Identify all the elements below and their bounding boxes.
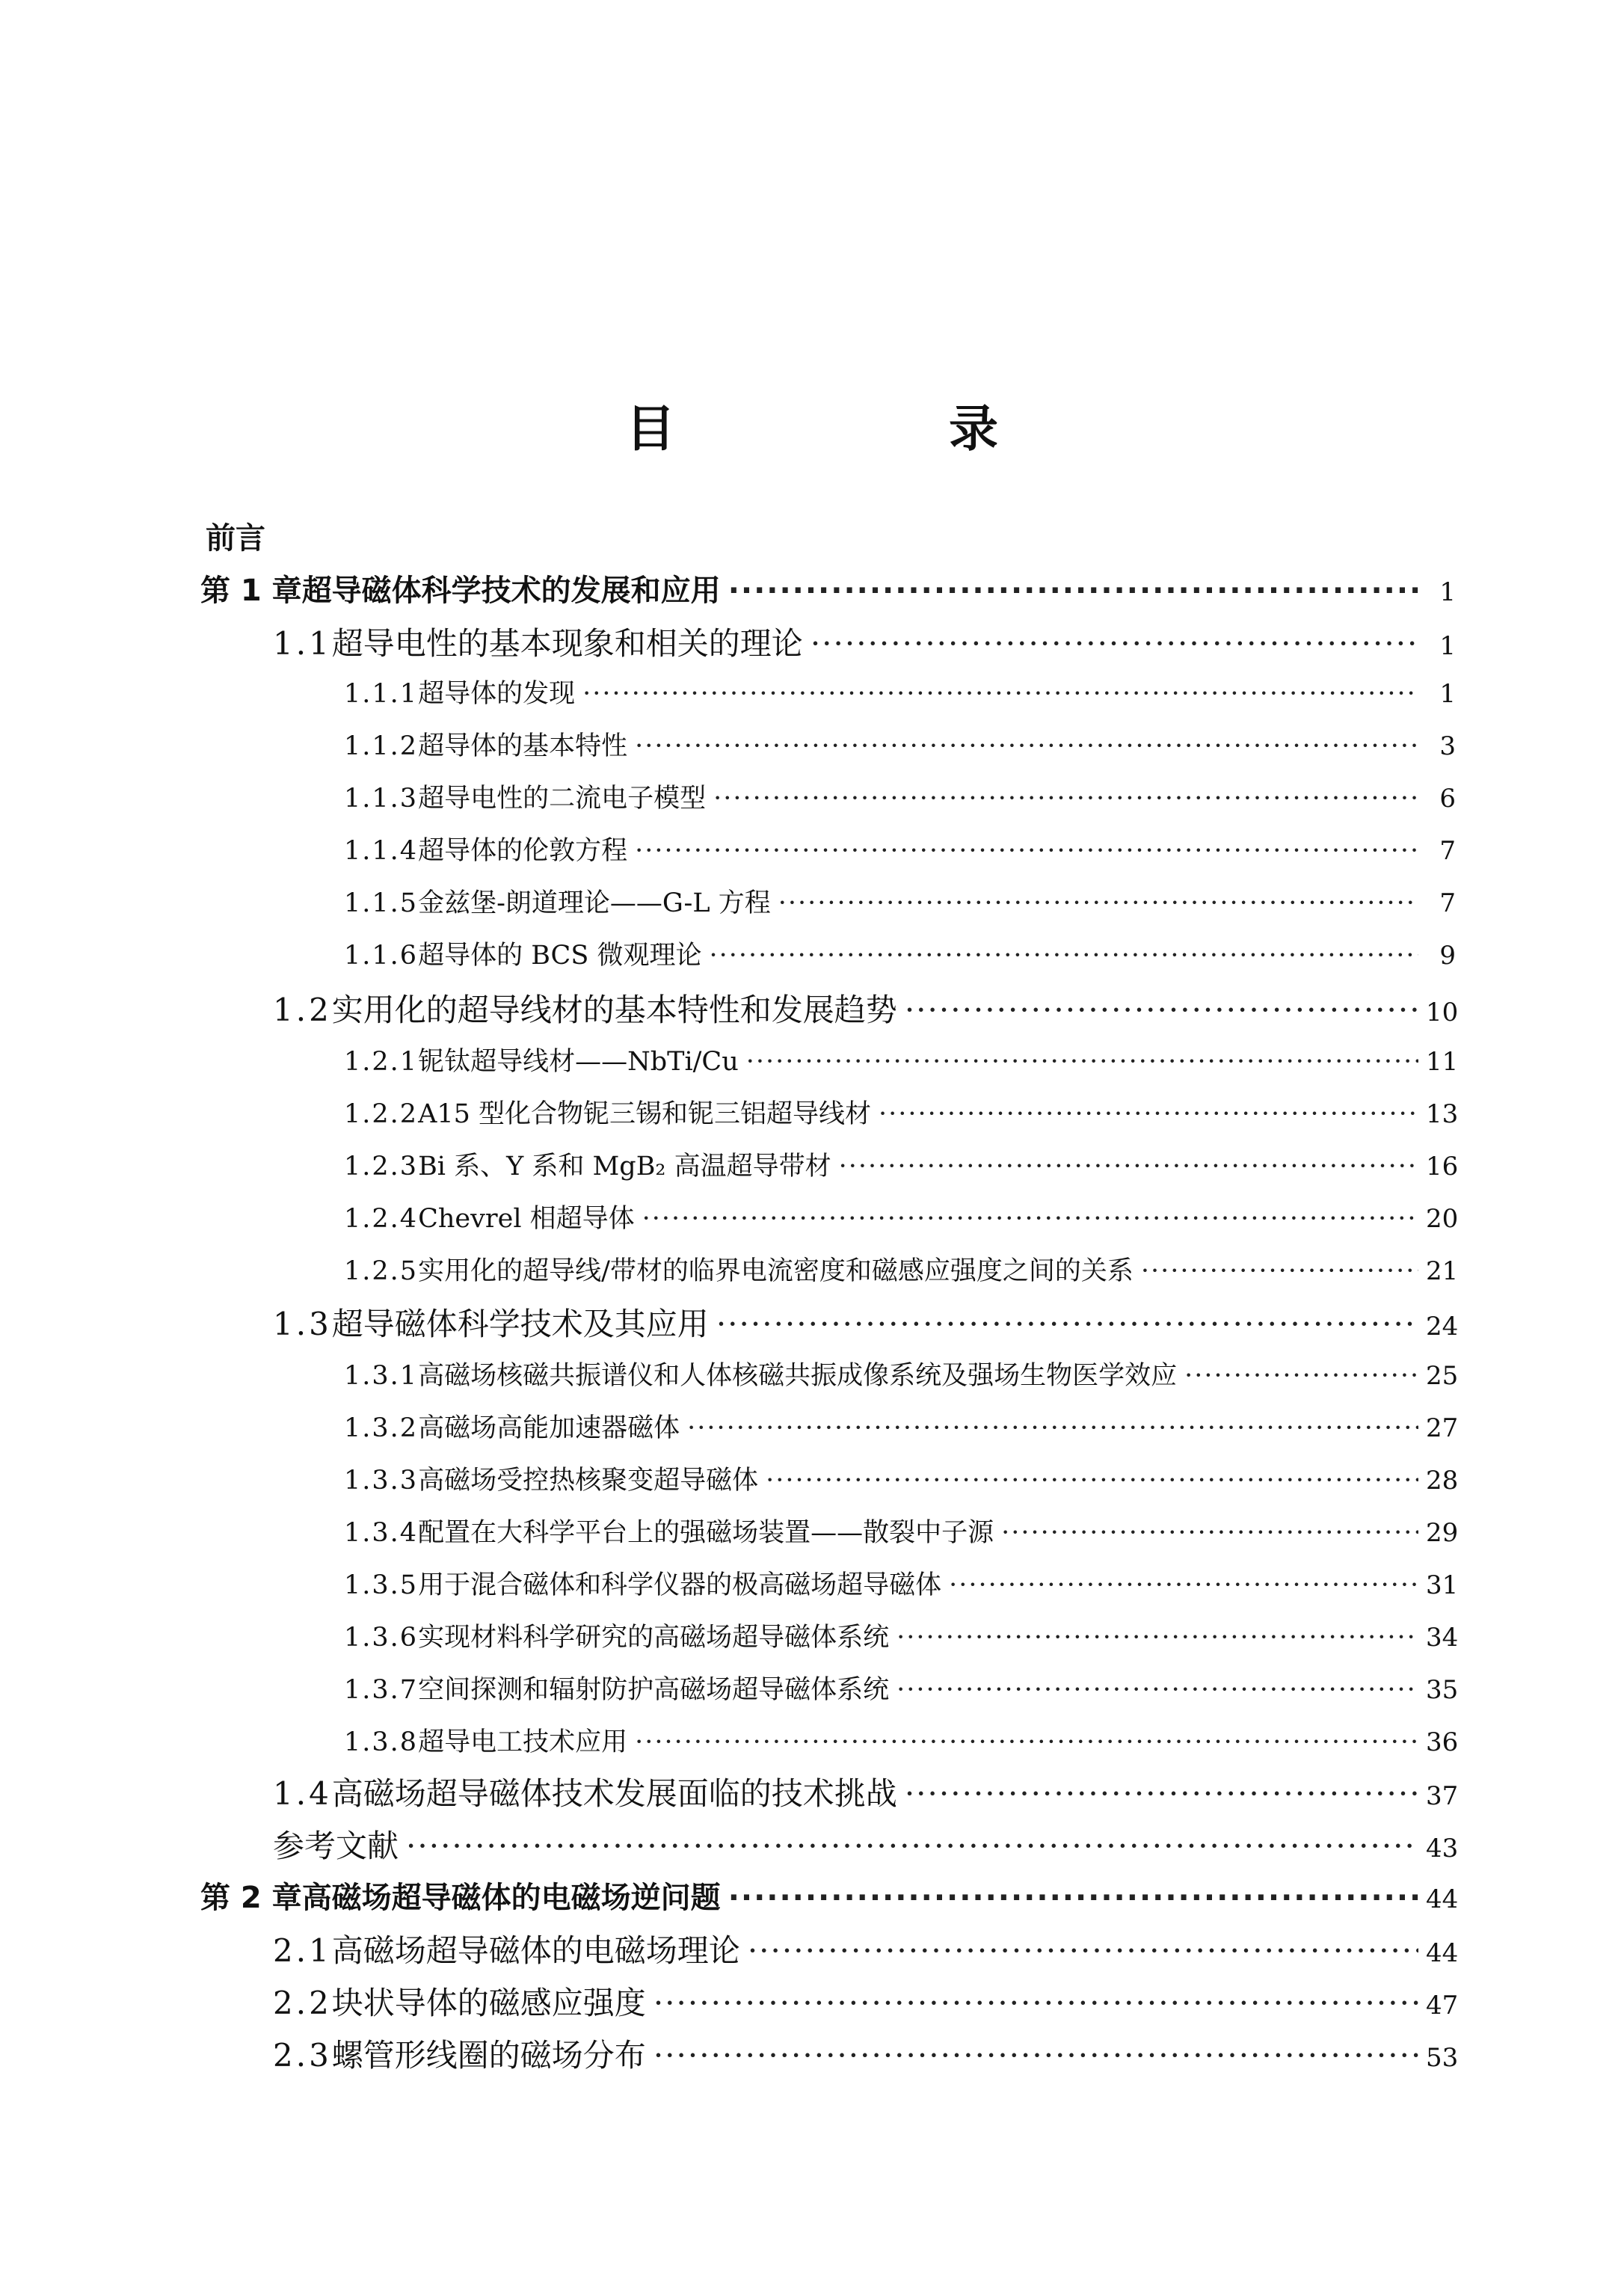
toc-entry-label: A15 型化合物铌三锡和铌三铝超导线材: [418, 1099, 872, 1129]
toc-entry-section[interactable]: [273, 1769, 1459, 1814]
toc-entry-number: 1.3.4: [344, 1518, 419, 1548]
dot-leader: [879, 1099, 1418, 1129]
toc-entry-number: 2.1: [273, 1932, 332, 1969]
toc-entry-subsection[interactable]: [344, 1669, 1459, 1706]
toc-entry-subsection[interactable]: [344, 1198, 1459, 1235]
toc-entry-page: 31: [1426, 1570, 1459, 1600]
toc-entry-label: 超导电性的基本现象和相关的理论: [331, 625, 803, 662]
toc-entry-number: 1.3: [273, 1306, 332, 1342]
toc-entry-number: 1.3.1: [344, 1361, 419, 1391]
toc-entry-label: 高磁场超导磁体的电磁场逆问题: [301, 1881, 721, 1915]
toc-entry-page: 3: [1439, 731, 1456, 761]
toc-entry-subsection[interactable]: [344, 1093, 1459, 1131]
dot-leader: [709, 941, 1418, 971]
toc-entry-page: 16: [1426, 1152, 1459, 1181]
toc-entry-label: 高磁场高能加速器磁体: [418, 1413, 680, 1443]
toc-entry-label: 高磁场核磁共振谱仪和人体核磁共振成像系统及强场生物医学效应: [418, 1361, 1178, 1391]
toc-entry-label: 超导磁体科学技术及其应用: [331, 1306, 709, 1342]
toc-entry-subsection[interactable]: [344, 1564, 1459, 1602]
toc-entry-label: 高磁场超导磁体技术发展面临的技术挑战: [331, 1775, 897, 1812]
dot-leader: [905, 1775, 1418, 1812]
dot-leader: [687, 1413, 1418, 1443]
toc-entry-chapter[interactable]: [200, 567, 1456, 609]
dot-leader: [1141, 1256, 1418, 1286]
toc-entry-references[interactable]: [273, 1822, 1459, 1866]
toc-entry-section[interactable]: [273, 619, 1456, 664]
dot-leader: [949, 1570, 1418, 1600]
toc-entry-subsection[interactable]: [344, 882, 1456, 920]
toc-entry-number: 1.1.6: [344, 941, 419, 971]
toc-entry-label: Chevrel 相超导体: [418, 1204, 635, 1234]
dot-leader: [716, 1306, 1418, 1342]
toc-entry-section[interactable]: [273, 1979, 1459, 2024]
toc-entry-page: 29: [1426, 1518, 1459, 1548]
dot-leader: [746, 1047, 1418, 1077]
toc-entry-number: 1.3.8: [344, 1727, 419, 1757]
dot-leader: [896, 1675, 1418, 1705]
toc-entry-number: 1.2.5: [344, 1256, 419, 1286]
toc-preface[interactable]: [206, 514, 1456, 557]
toc-entry-page: 7: [1439, 888, 1456, 918]
toc-entry-label: 实用化的超导线材的基本特性和发展趋势: [331, 992, 897, 1028]
toc-entry-page: 43: [1426, 1834, 1459, 1863]
toc-entry-page: 20: [1426, 1204, 1459, 1234]
toc-entry-number: 第 2 章: [200, 1881, 302, 1915]
toc-entry-subsection[interactable]: [344, 725, 1456, 763]
toc-entry-subsection[interactable]: [344, 1250, 1459, 1288]
toc-entry-section[interactable]: [273, 1300, 1459, 1345]
dot-leader: [896, 1623, 1418, 1653]
toc-entry-label: Bi 系、Y 系和 MgB₂ 高温超导带材: [418, 1152, 831, 1181]
toc-entry-label: 用于混合磁体和科学仪器的极高磁场超导磁体: [418, 1570, 942, 1600]
toc-entry-section[interactable]: [273, 2031, 1459, 2076]
toc-entry-page: 21: [1426, 1256, 1459, 1286]
toc-entry-subsection[interactable]: [344, 1407, 1459, 1445]
toc-entry-number: 1.2.3: [344, 1152, 419, 1181]
toc-entry-label: 超导体的 BCS 微观理论: [418, 941, 702, 971]
toc-entry-number: 1.4: [273, 1775, 332, 1812]
toc-entry-label: 金兹堡-朗道理论——G-L 方程: [418, 888, 771, 918]
dot-leader: [582, 679, 1418, 709]
toc-entry-subsection[interactable]: [344, 1460, 1459, 1497]
dot-leader: [653, 1985, 1418, 2021]
toc-entry-subsection[interactable]: [344, 1617, 1459, 1654]
toc-entry-page: 37: [1426, 1781, 1459, 1811]
dot-leader: [653, 2037, 1418, 2074]
toc-entry-page: 44: [1426, 1884, 1459, 1914]
toc-entry-label: 超导体的伦敦方程: [418, 836, 628, 866]
toc-entry-label: 螺管形线圈的磁场分布: [331, 2037, 646, 2074]
toc-entry-label: 实现材料科学研究的高磁场超导磁体系统: [418, 1623, 890, 1653]
toc-entry-number: 1.3.2: [344, 1413, 419, 1443]
toc-entry-subsection[interactable]: [344, 673, 1456, 710]
toc-entry-subsection[interactable]: [344, 778, 1456, 815]
dot-leader: [635, 731, 1418, 761]
toc-entry-page: 6: [1439, 784, 1456, 814]
dot-leader: [766, 1466, 1418, 1496]
toc-entry-number: 1.2.4: [344, 1204, 419, 1234]
dot-leader: [635, 1727, 1418, 1757]
toc-entry-number: 2.2: [273, 1985, 332, 2021]
toc-entry-section[interactable]: [273, 1926, 1459, 1971]
toc-entry-label: 块状导体的磁感应强度: [331, 1985, 646, 2021]
toc-entry-subsection[interactable]: [344, 1512, 1459, 1549]
dot-leader: [713, 784, 1418, 814]
dot-leader: [642, 1204, 1418, 1234]
toc-entry-label: 参考文献: [273, 1828, 399, 1864]
toc-entry-page: 13: [1426, 1099, 1459, 1129]
toc-entry-page: 9: [1439, 941, 1456, 971]
toc-entry-label: 铌钛超导线材——NbTi/Cu: [418, 1047, 739, 1077]
toc-entry-section[interactable]: [273, 986, 1459, 1030]
toc-entry-chapter[interactable]: [200, 1874, 1459, 1917]
toc-entry-number: 第 1 章: [200, 574, 302, 608]
toc-entry-label: 超导电工技术应用: [418, 1727, 628, 1757]
toc-entry-page: 47: [1426, 1991, 1459, 2021]
toc-entry-label: 高磁场超导磁体的电磁场理论: [331, 1932, 740, 1969]
toc-entry-number: 1.3.7: [344, 1675, 419, 1705]
toc-entry-page: 7: [1439, 836, 1456, 866]
toc-entry-label: 实用化的超导线/带材的临界电流密度和磁感应强度之间的关系: [418, 1256, 1134, 1286]
toc-entry-number: 1.3.5: [344, 1570, 419, 1600]
toc-entry-number: 1.1.1: [344, 679, 419, 709]
dot-leader: [778, 888, 1418, 918]
toc-entry-number: 2.3: [273, 2037, 332, 2074]
page-title: 目 录: [626, 400, 1110, 458]
dot-leader: [1001, 1518, 1418, 1548]
dot-leader: [406, 1828, 1418, 1864]
dot-leader: [728, 574, 1418, 608]
toc-entry-label: 配置在大科学平台上的强磁场装置——散裂中子源: [418, 1518, 994, 1548]
toc-entry-page: 24: [1426, 1312, 1459, 1342]
toc-entry-subsection[interactable]: [344, 1355, 1459, 1392]
dot-leader: [1184, 1361, 1418, 1391]
dot-leader: [728, 1881, 1418, 1915]
toc-entry-subsection[interactable]: [344, 935, 1456, 972]
toc-entry-page: 10: [1426, 998, 1459, 1027]
toc-entry-page: 1: [1439, 679, 1456, 709]
toc-entry-label: 超导电性的二流电子模型: [418, 784, 707, 814]
toc-entry-subsection[interactable]: [344, 830, 1456, 867]
toc-entry-number: 1.1.3: [344, 784, 419, 814]
toc-entry-number: 1.1.2: [344, 731, 419, 761]
toc-entry-page: 1: [1439, 577, 1456, 607]
toc-entry-page: 27: [1426, 1413, 1459, 1443]
dot-leader: [839, 1152, 1418, 1181]
dot-leader: [748, 1932, 1418, 1969]
toc-entry-page: 28: [1426, 1466, 1459, 1496]
toc-entry-page: 36: [1426, 1727, 1459, 1757]
toc-entry-label: 空间探测和辐射防护高磁场超导磁体系统: [418, 1675, 890, 1705]
toc-entry-label: 超导体的发现: [418, 679, 576, 709]
toc-entry-number: 1.3.3: [344, 1466, 419, 1496]
toc-entry-page: 11: [1426, 1047, 1459, 1077]
toc-entry-subsection[interactable]: [344, 1146, 1459, 1183]
dot-leader: [905, 992, 1418, 1028]
toc-entry-page: 34: [1426, 1623, 1459, 1653]
toc-entry-label: 前言: [206, 521, 265, 556]
toc-entry-number: 1.1: [273, 625, 332, 662]
toc-entry-page: 44: [1426, 1938, 1459, 1968]
toc-entry-page: 35: [1426, 1675, 1459, 1705]
toc-entry-label: 超导磁体科学技术的发展和应用: [301, 574, 721, 608]
toc-entry-number: 1.3.6: [344, 1623, 419, 1653]
toc-entry-subsection[interactable]: [344, 1041, 1459, 1078]
toc-entry-number: 1.2.2: [344, 1099, 419, 1129]
toc-entry-page: 25: [1426, 1361, 1459, 1391]
toc-entry-number: 1.1.4: [344, 836, 419, 866]
toc-entry-label: 高磁场受控热核聚变超导磁体: [418, 1466, 759, 1496]
toc-entry-subsection[interactable]: [344, 1721, 1459, 1759]
toc-entry-page: 1: [1439, 631, 1456, 661]
toc-entry-number: 1.1.5: [344, 888, 419, 918]
toc-entry-number: 1.2: [273, 992, 332, 1028]
toc-entry-page: 53: [1426, 2043, 1459, 2073]
toc-entry-label: 超导体的基本特性: [418, 731, 628, 761]
dot-leader: [635, 836, 1418, 866]
toc-entry-number: 1.2.1: [344, 1047, 419, 1077]
dot-leader: [811, 625, 1418, 662]
